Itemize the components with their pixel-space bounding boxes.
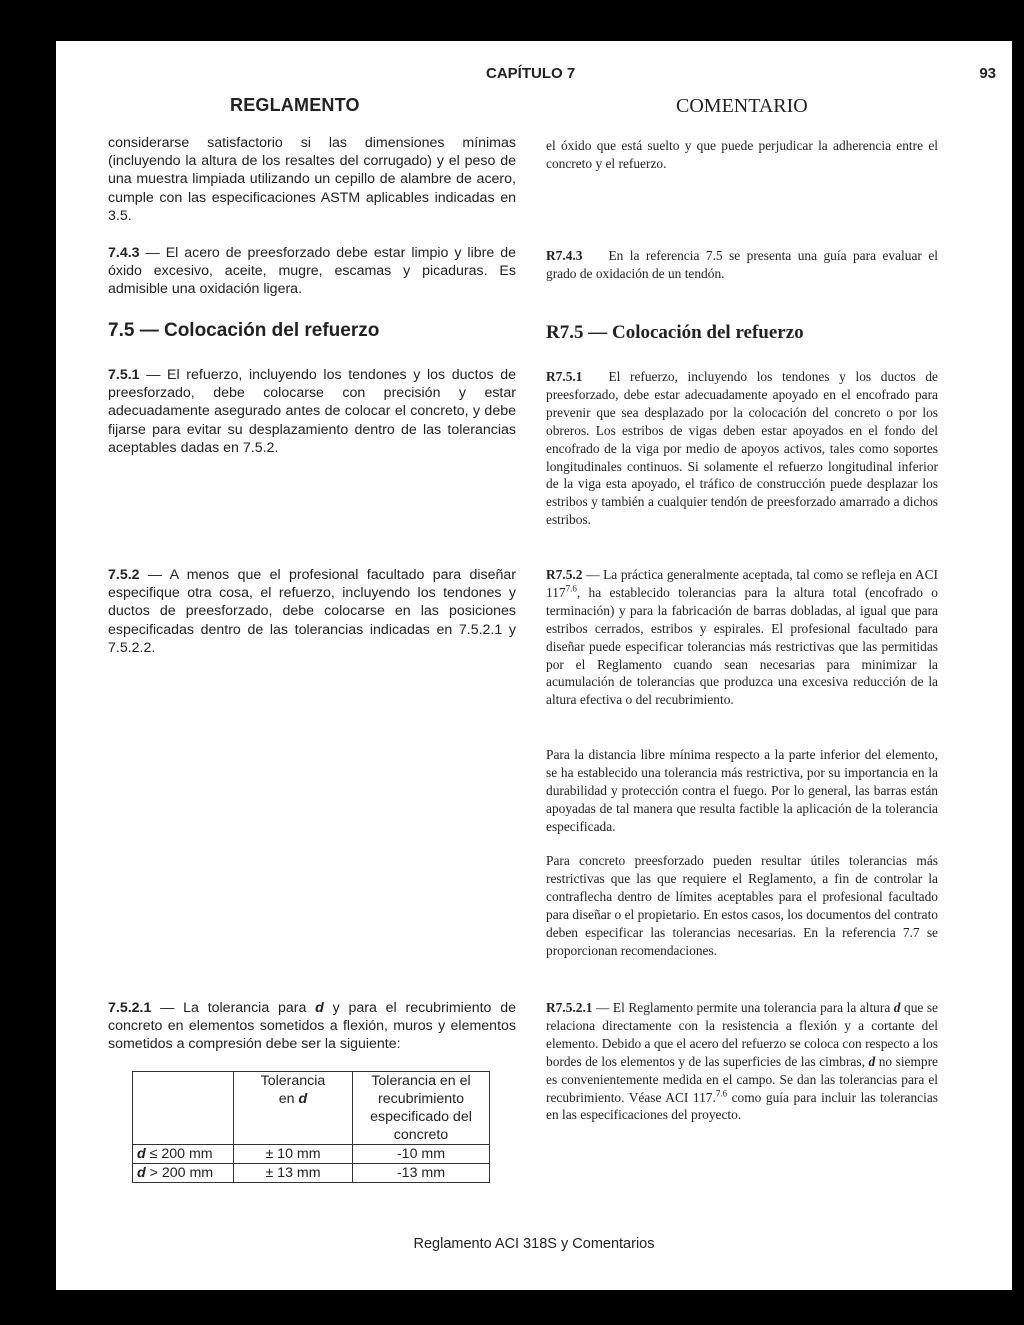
table-cell-condition bbox=[133, 1145, 234, 1164]
section-number: 7.5.2.1 bbox=[108, 1000, 152, 1016]
table-cell-tol-cover: -10 mm bbox=[353, 1145, 490, 1164]
column-title-comentario: COMENTARIO bbox=[676, 95, 808, 117]
section-number: R7.4.3 bbox=[546, 248, 583, 263]
section-text: y para el recubrimiento de concreto en elementos sometidos a flexión, muros y elementos sometidos a compresión debe ser la siguiente: bbox=[108, 1000, 516, 1053]
section-number: 7.5.2 bbox=[108, 567, 140, 583]
section-number: R7.5.2.1 bbox=[546, 1000, 593, 1015]
column-title-reglamento: REGLAMENTO bbox=[230, 95, 360, 115]
variable-d: d bbox=[137, 1165, 146, 1181]
section-heading-r7-5: R7.5 — Colocación del refuerzo bbox=[546, 322, 804, 343]
section-number: 7.4.3 bbox=[108, 245, 140, 261]
document-page bbox=[56, 41, 1012, 1290]
section-text: , ha establecido tolerancias para la altura total (encofrado o terminación) y para la fabricación de barras dobladas, al igual que para estribos cerrados, estribos y espirales. El profesional facultado para diseñar puede especificar tolerancias más restrictivas que las permitidas por el Reglamento cuando sean necesarias para minimizar la acumulación de tolerancias que produzca una excesiva reducción de la altura efectiva o del recubrimiento. bbox=[546, 584, 938, 708]
section-r7-5-1 bbox=[546, 368, 938, 529]
section-text: — El refuerzo, incluyendo los tendones y los ductos de preesforzado, debe colocarse con precisión y estar adecuadamente asegurado antes de colocar el concreto, y debe fijarse para evitar su desplazamiento dentro de las tolerancias aceptables dadas en 7.5.2. bbox=[108, 367, 516, 456]
page-footer: Reglamento ACI 318S y Comentarios bbox=[413, 1236, 655, 1252]
table-cell-tol-cover: -13 mm bbox=[353, 1164, 490, 1183]
section-text: En la referencia 7.5 se presenta una guía para evaluar el grado de oxidación de un tendón. bbox=[546, 248, 938, 281]
table-cell-tol-d: ± 13 mm bbox=[234, 1164, 353, 1183]
variable-d: d bbox=[315, 1000, 324, 1016]
section-heading-7-5: 7.5 — Colocación del refuerzo bbox=[108, 320, 380, 341]
table-cell-tol-d: ± 10 mm bbox=[234, 1145, 353, 1164]
variable-d: d bbox=[868, 1053, 876, 1069]
table-header-row bbox=[133, 1072, 490, 1145]
section-text: — A menos que el profesional facultado para diseñar especifique otra cosa, el refuerzo, incluyendo los tendones y ductos de preesforzado, debe colocarse en las posiciones especificadas dentro de las tolerancias indicadas en 7.5.2.1 y 7.5.2.2. bbox=[108, 567, 516, 656]
section-number: 7.5.1 bbox=[108, 367, 140, 383]
section-7-5-2 bbox=[108, 566, 516, 657]
variable-d: d bbox=[298, 1091, 308, 1107]
section-text: no siempre es convenientemente medida en el campo. Se dan las tolerancias para el recubrimiento. Véase ACI 117. bbox=[546, 1053, 938, 1105]
reference-superscript: 7.6 bbox=[565, 583, 577, 594]
table-header-tol-cover: Tolerancia en el recubrimiento especificado del concreto bbox=[353, 1072, 490, 1145]
section-number: R7.5.2 bbox=[546, 567, 583, 582]
section-r7-5-2-1 bbox=[546, 999, 938, 1124]
section-r7-5-2 bbox=[546, 566, 938, 709]
table-header-tol-d bbox=[234, 1072, 353, 1145]
comentario-paragraph-min-distance: Para la distancia libre mínima respecto a la parte inferior del elemento, se ha establecido una tolerancia más restrictiva, por su importancia en la durabilidad y protección contra el fuego. Por lo general, las barras están apoyadas de tal manera que resulta factible la aplicación de la tolerancia especificada. bbox=[546, 747, 938, 834]
table-header-empty bbox=[133, 1072, 234, 1145]
cell-text: > 200 mm bbox=[145, 1165, 214, 1181]
section-text: — El Reglamento permite una tolerancia para la altura bbox=[592, 1000, 894, 1015]
section-text: El refuerzo, incluyendo los tendones y los ductos de preesforzado, debe estar adecuadamente apoyado en el encofrado para prevenir que sea desplazado por la colocación del concreto o por los obreros. Los estribos de vigas deben estar apoyados en el fondo del encofrado de la viga por medio de apoyos activos, tales como soportes longitudinales continuos. Si solamente el refuerzo longitudinal inferior de la viga esta apoyado, el tráfico de construcción puede desplazar los estribos y también a cualquier tendón de preesforzado amarrado a dichos estribos. bbox=[546, 369, 938, 528]
tolerance-table bbox=[132, 1071, 490, 1183]
header-text: Tolerancia bbox=[260, 1073, 326, 1089]
header-text: en bbox=[278, 1091, 299, 1107]
section-text: que se relaciona directamente con la resistencia a flexión y a cortante del elemento. Debido a que el acero del refuerzo se coloca con respecto a los bordes de los elementos y de las superficies de las cimbras, bbox=[546, 1000, 938, 1069]
variable-d: d bbox=[893, 1000, 901, 1015]
variable-d: d bbox=[137, 1146, 146, 1162]
cell-text: ≤ 200 mm bbox=[145, 1146, 213, 1162]
section-text: — El acero de preesforzado debe estar limpio y libre de óxido excesivo, aceite, mugre, escamas y picaduras. Es admisible una oxidación ligera. bbox=[108, 245, 516, 298]
table-row bbox=[133, 1164, 490, 1183]
section-7-4-3 bbox=[108, 244, 516, 299]
section-7-5-2-1 bbox=[108, 999, 516, 1054]
section-text: — La tolerancia para bbox=[151, 1000, 316, 1016]
page-number: 93 bbox=[979, 65, 996, 82]
section-text: como guía para incluir las tolerancias en las especificaciones del proyecto. bbox=[546, 1089, 938, 1123]
table-cell-condition bbox=[133, 1164, 234, 1183]
reglamento-paragraph-continued: considerarse satisfactorio si las dimensiones mínimas (incluyendo la altura de los resaltes del corrugado) y el peso de una muestra limpiada utilizando un cepillo de alambre de acero, cumple con las especificaciones ASTM aplicables indicadas en 3.5. bbox=[108, 135, 516, 224]
section-number: R7.5.1 bbox=[546, 369, 583, 384]
comentario-paragraph-continued: el óxido que está suelto y que puede perjudicar la adherencia entre el concreto y el refuerzo. bbox=[546, 138, 938, 171]
table-row bbox=[133, 1145, 490, 1164]
chapter-header: CAPÍTULO 7 bbox=[486, 65, 576, 82]
comentario-paragraph-prestressed: Para concreto preesforzado pueden resultar útiles tolerancias más restrictivas que las que requiere el Reglamento, a fin de controlar la contraflecha dentro de límites aceptables para el profesional facultado para diseñar o el propietario. En estos casos, los documentos del contrato deben especificar las tolerancias necesarias. En la referencia 7.7 se proporcionan recomendaciones. bbox=[546, 853, 938, 958]
section-7-5-1 bbox=[108, 366, 516, 457]
section-text: — La práctica generalmente aceptada, tal como se refleja en ACI 117 bbox=[546, 567, 938, 600]
reference-superscript: 7.6 bbox=[715, 1088, 728, 1099]
section-r7-4-3 bbox=[546, 247, 938, 283]
